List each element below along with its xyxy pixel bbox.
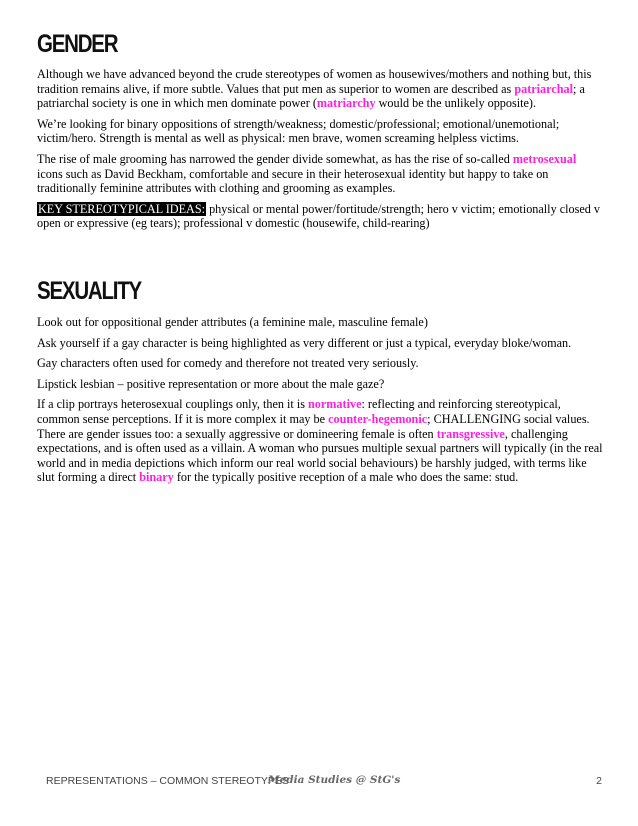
text-run: Although we have advanced beyond the crude stereotypes of women as housewives/mothers and nothing but, this tradition remains alive, if more subtle. Values that put men as superior to women are described as <box>37 67 592 96</box>
keyword-counter-hegemonic: counter-hegemonic <box>328 411 428 426</box>
keyword-metrosexual: metrosexual <box>512 151 577 166</box>
keyword-transgressive: transgressive <box>436 426 505 441</box>
text-run: , challenging expectations, and is often used as a villain. A woman who pursues multiple sexual partners will typically (in the real world and in media depictions which inform our real world social behaviours) be harshly judged, with terms like slut forming a direct <box>37 426 603 485</box>
keyword-normative: normative <box>308 397 362 412</box>
gender-paragraph-2: We’re looking for binary oppositions of strength/weakness; domestic/professional; emotional/unemotional; victim/hero. Strength is mental as well as physical: men brave, women screaming helpless victims. <box>37 116 560 146</box>
text-run: ; CHALLENGING social values. There are gender issues too: a sexually aggressive or domineering female is often <box>37 411 590 441</box>
sexuality-paragraph-4: Lipstick lesbian – positive representation or more about the male gaze? <box>37 376 385 391</box>
gender-heading: GENDER <box>37 30 118 58</box>
text-run: would be the unlikely opposite). <box>375 96 537 111</box>
keyword-matriarchy: matriarchy <box>316 96 376 111</box>
page-number: 2 <box>596 775 602 787</box>
text-run: physical or mental power/fortitude/strength; hero v victim; emotionally closed v open or expressive (eg tears); professional v domestic (housewife, child-rearing) <box>37 201 600 231</box>
sexuality-paragraph-1: Look out for oppositional gender attributes (a feminine male, masculine female) <box>37 314 428 329</box>
text-run: : reflecting and reinforcing stereotypical, common sense perceptions. If it is more complex it may be <box>37 397 561 426</box>
gender-paragraph-4 <box>37 202 603 231</box>
page-footer <box>46 775 602 789</box>
gender-paragraph-1 <box>37 67 603 111</box>
sexuality-paragraph-5 <box>37 397 603 485</box>
sexuality-paragraph-2: Ask yourself if a gay character is being highlighted as very different or just a typical, everyday bloke/woman. <box>37 335 572 350</box>
key-ideas-label: KEY STEREOTYPICAL IDEAS: <box>38 201 206 216</box>
keyword-binary: binary <box>139 470 174 485</box>
sexuality-heading: SEXUALITY <box>37 276 141 305</box>
text-run: for the typically positive reception of a male who does the same: stud. <box>173 470 519 485</box>
page-content <box>37 30 603 491</box>
text-run: icons such as David Beckham, comfortable and secure in their heterosexual identity but happy to take on traditionally feminine attributes with clothing and grooming as examples. <box>37 166 549 196</box>
text-run: If a clip portrays heterosexual couplings only, then it is <box>37 397 308 412</box>
footer-title: REPRESENTATIONS – COMMON STEREOTYPES <box>46 775 289 787</box>
keyword-patriarchal: patriarchal <box>514 81 574 96</box>
text-run: The rise of male grooming has narrowed the gender divide somewhat, as has the rise of so-called <box>37 151 513 166</box>
footer-subtitle: Media Studies @ StG's <box>268 774 401 786</box>
gender-paragraph-3 <box>37 152 603 196</box>
sexuality-paragraph-3: Gay characters often used for comedy and therefore not treated very seriously. <box>37 356 419 371</box>
text-run: ; a patriarchal society is one in which men dominate power ( <box>37 81 585 111</box>
